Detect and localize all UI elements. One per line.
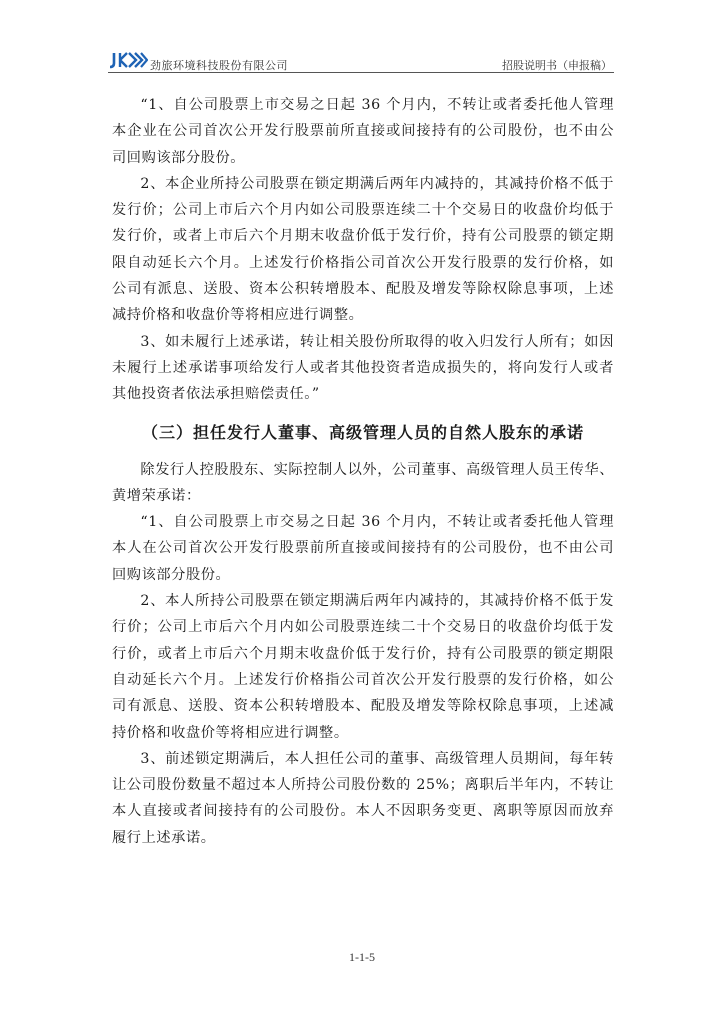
paragraph: 3、前述锁定期满后，本人担任公司的董事、高级管理人员期间，每年转让公司股份数量不超过本人所持公司股份数的 25%；离职后半年内，不转让本人直接或者间接持有的公司股份。本人不因职务变更、离职等原因而放弃履行上述承诺。 xyxy=(112,750,614,846)
section-heading: （三）担任发行人董事、高级管理人员的自然人股东的承诺 xyxy=(141,422,584,442)
paragraph: 2、本企业所持公司股票在锁定期满后两年内减持的，其减持价格不低于发行价；公司上市后六个月内如公司股票连续二十个交易日的收盘价均低于发行价，或者上市后六个月期末收盘价低于发行价，持有公司股票的锁定期限自动延长六个月。上述发行价格指公司首次公开发行股票的发行价格，如公司有派息、送股、资本公积转增股本、配股及增发等除权除息事项，上述减持价格和收盘价等将相应进行调整。 xyxy=(112,175,614,324)
header-divider xyxy=(108,72,614,73)
page-header xyxy=(108,48,614,74)
document-title: 招股说明书（申报稿） xyxy=(502,59,612,72)
page-number: 1-1-5 xyxy=(349,950,375,964)
paragraph: “1、自公司股票上市交易之日起 36 个月内，不转让或者委托他人管理本企业在公司首次公开发行股票前所直接或间接持有的公司股份，也不由公司回购该部分股份。 xyxy=(112,97,614,166)
paragraph: 2、本人所持公司股票在锁定期满后两年内减持的，其减持价格不低于发行价；公司上市后六个月内如公司股票连续二十个交易日的收盘价均低于发行价，或者上市后六个月期末收盘价低于发行价，持有公司股票的锁定期限自动延长六个月。上述发行价格指公司首次公开发行股票的发行价格，如公司有派息、送股、资本公积转增股本、配股及增发等除权除息事项，上述减持价格和收盘价等将相应进行调整。 xyxy=(112,593,614,741)
company-name: 劲旅环境科技股份有限公司 xyxy=(150,59,288,72)
paragraph: 除发行人控股股东、实际控制人以外，公司董事、高级管理人员王传华、黄增荣承诺： xyxy=(112,461,614,504)
paragraph: 3、如未履行上述承诺，转让相关股份所取得的收入归发行人所有；如因未履行上述承诺事项给发行人或者其他投资者造成损失的，将向发行人或者其他投资者依法承担赔偿责任。” xyxy=(112,333,614,403)
company-logo-icon xyxy=(108,50,148,70)
paragraph: “1、自公司股票上市交易之日起 36 个月内，不转让或者委托他人管理本人在公司首次公开发行股票前所直接或间接持有的公司股份，也不由公司回购该部分股份。 xyxy=(112,514,614,583)
document-body xyxy=(112,92,614,851)
